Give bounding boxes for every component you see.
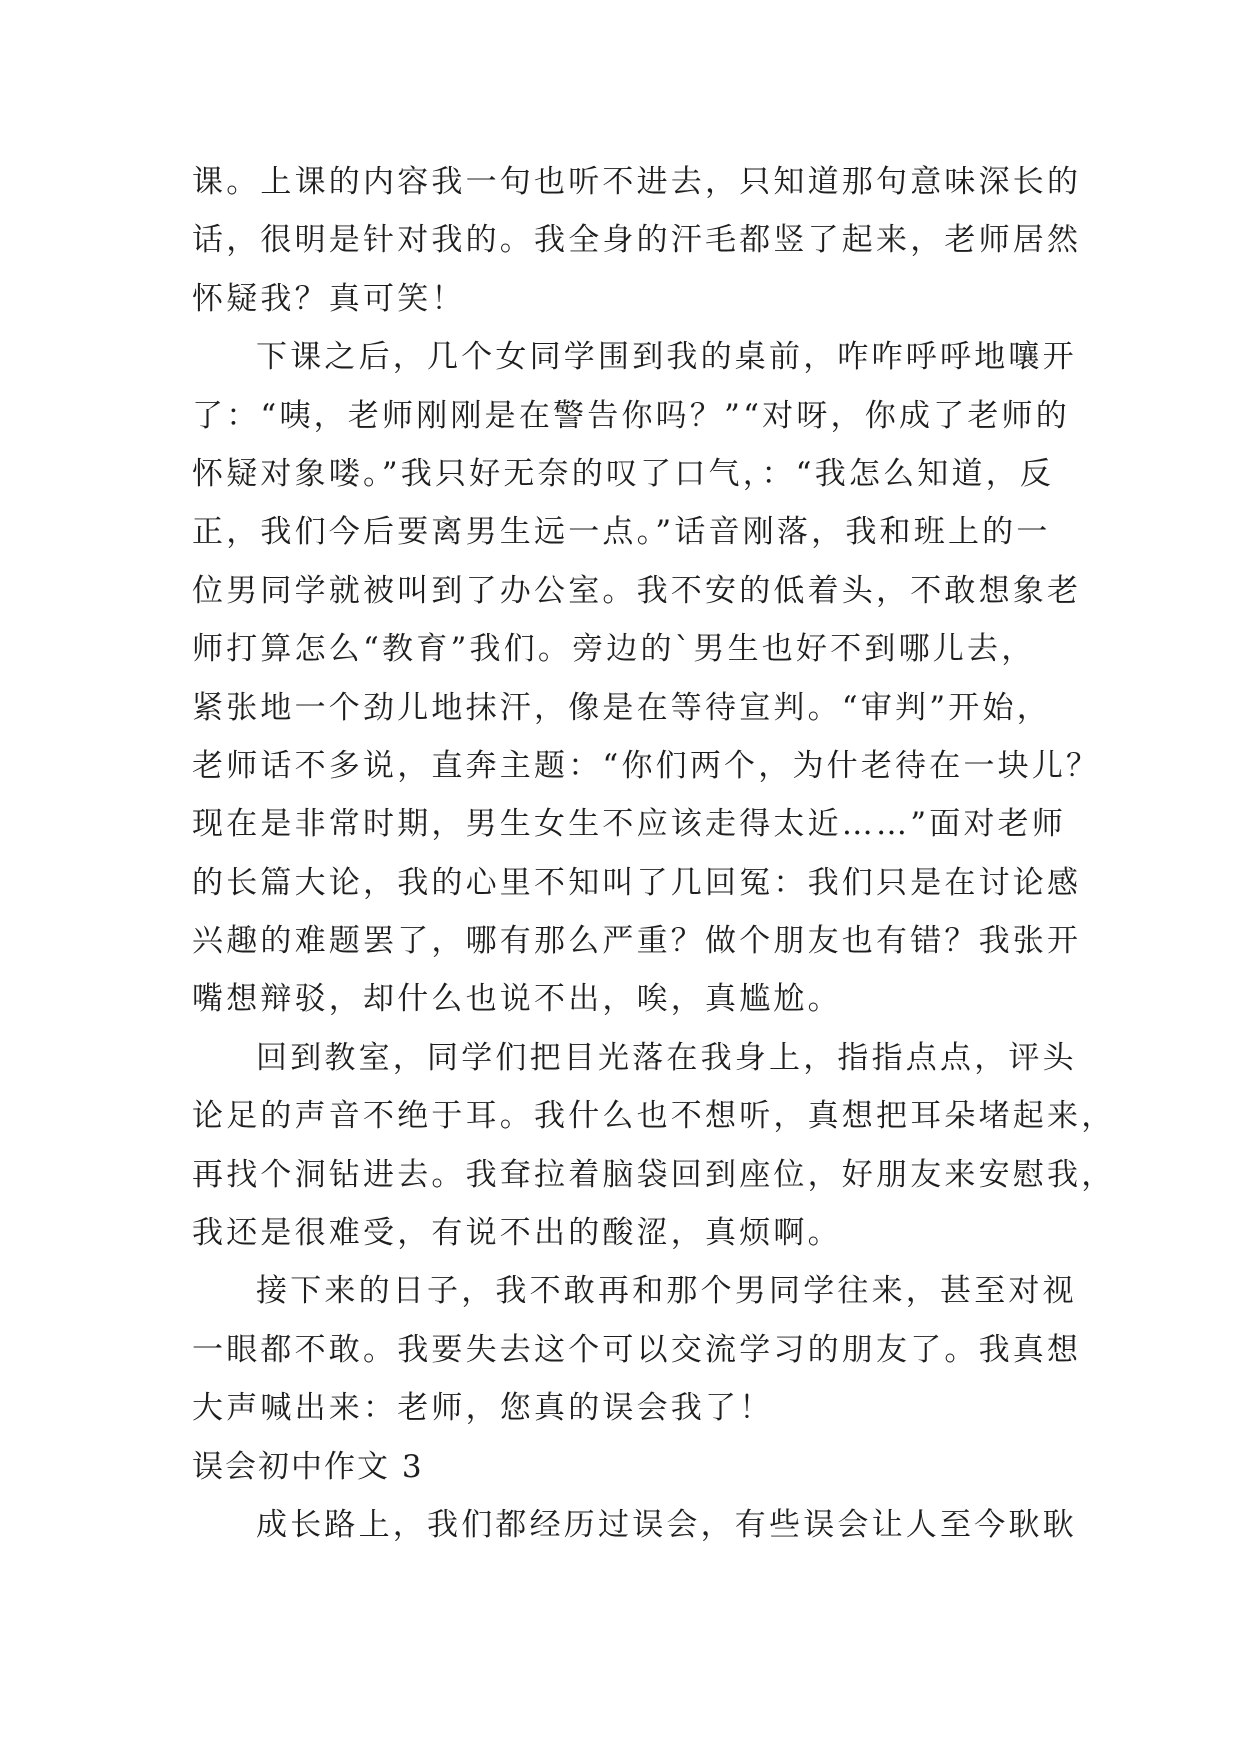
text-line: 课。上课的内容我一句也听不进去，只知道那句意味深长的 [192,164,1082,200]
text-line: 老师话不多说，直奔主题：“你们两个，为什老待在一块儿？ [192,747,1101,784]
text-line: 怀疑我？真可笑！ [192,280,466,317]
paragraph-first-line: 回到教室，同学们把目光落在我身上，指指点点，评头 [256,1039,1077,1076]
section-title: 误会初中作文 3 [192,1448,424,1485]
text-line: 正，我们今后要离男生远一点。”话音刚落，我和班上的一 [192,514,1051,551]
text-line: 位男同学就被叫到了办公室。我不安的低着头，不敢想象老 [192,572,1082,609]
text-line: 嘴想辩驳，却什么也说不出，唉，真尴尬。 [192,981,842,1018]
text-line: 兴趣的难题罢了，哪有那么严重？做个朋友也有错？我张开 [192,923,1082,960]
text-line: 话，很明是针对我的。我全身的汗毛都竖了起来，老师居然 [192,222,1082,259]
essay-body [192,153,1116,1554]
text-line: 师打算怎么“教育”我们。旁边的`男生也好不到哪儿去， [192,631,1036,668]
text-line: 一眼都不敢。我要失去这个可以交流学习的朋友了。我真想 [192,1331,1082,1368]
paragraph-first-line: 成长路上，我们都经历过误会，有些误会让人至今耿耿 [256,1506,1077,1543]
text-line: 的长篇大论，我的心里不知叫了几回冤：我们只是在讨论感 [192,864,1082,901]
text-line: 怀疑对象喽。”我只好无奈的叹了口气，：“我怎么知道，反 [192,455,1055,492]
text-line: 现在是非常时期，男生女生不应该走得太近……”面对老师 [192,806,1067,843]
paragraph-first-line: 接下来的日子，我不敢再和那个男同学往来，甚至对视 [256,1273,1077,1310]
text-line: 我还是很难受，有说不出的酸涩，真烦啊。 [192,1215,842,1252]
text-line: 紧张地一个劲儿地抹汗，像是在等待宣判。“审判”开始， [192,689,1051,726]
text-line: 论足的声音不绝于耳。我什么也不想听，真想把耳朵堵起来， [192,1098,1116,1135]
text-line: 再找个洞钻进去。我耷拉着脑袋回到座位，好朋友来安慰我， [192,1156,1116,1193]
text-line: 大声喊出来：老师，您真的误会我了！ [192,1390,774,1427]
text-line: 了：“咦，老师刚刚是在警告你吗？”“对呀，你成了老师的 [192,397,1070,434]
paragraph-first-line: 下课之后，几个女同学围到我的桌前，咋咋呼呼地嚷开 [256,339,1077,376]
